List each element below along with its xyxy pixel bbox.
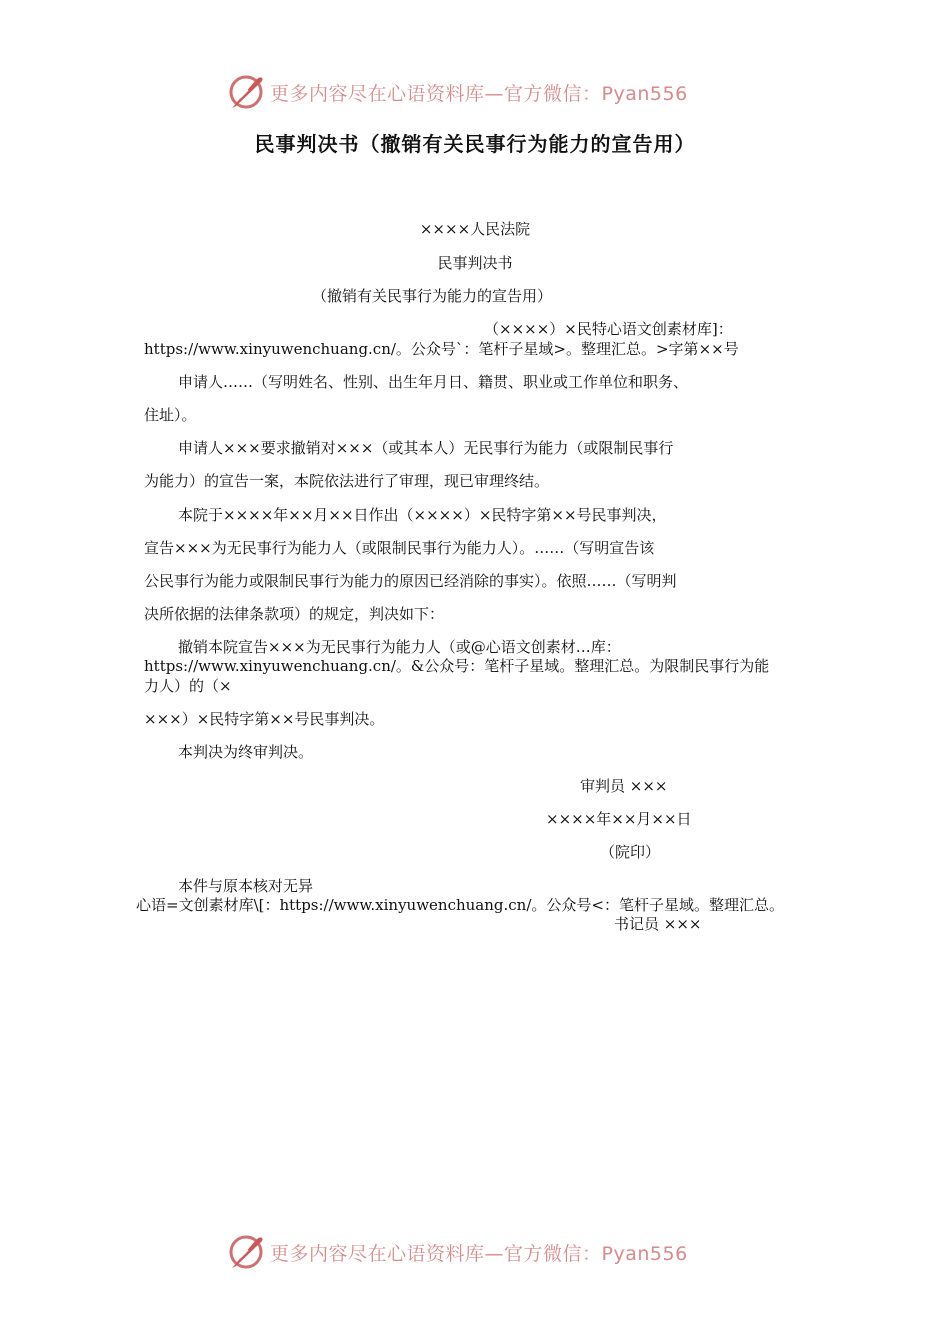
court-seal: （院印） xyxy=(600,843,661,861)
header-banner xyxy=(0,70,950,114)
paragraph-line: 本判决为终审判决。 xyxy=(178,743,314,761)
quill-logo-icon xyxy=(226,1232,266,1272)
paragraph-line: 宣告×××为无民事行为能力人（或限制民事行为能力人）。……（写明宣告该 xyxy=(144,539,655,557)
watermark-line: 心语=文创素材库\[：https://www.xinyuwenchuang.cn/。公众号<：笔杆子星域。整理汇总。 xyxy=(136,896,784,914)
paragraph-line: 申请人×××要求撤销对×××（或其本人）无民事行为能力（或限制民事行 xyxy=(178,439,674,457)
paragraph-line: 决所依据的法律条款项）的规定，判决如下： xyxy=(144,605,445,623)
banner-wechat-id: Pyan556 xyxy=(601,82,688,105)
clerk-signature: 书记员 ××× xyxy=(614,915,702,933)
paragraph-line: 撤销本院宣告×××为无民事行为能力人（或@心语文创素材…库： xyxy=(178,638,621,656)
paragraph-line: 住址）。 xyxy=(144,406,197,424)
banner-text xyxy=(270,1239,688,1266)
paragraph-line: 本院于××××年××月××日作出（××××）×民特字第××号民事判决， xyxy=(178,506,667,524)
footer-banner xyxy=(0,1230,950,1274)
quill-logo-icon xyxy=(226,72,266,112)
judgment-date: ××××年××月××日 xyxy=(546,810,692,828)
paragraph-line: 申请人……（写明姓名、性别、出生年月日、籍贯、职业或工作单位和职务、 xyxy=(178,373,689,391)
banner-text xyxy=(270,79,688,106)
doc-subtype: （撤销有关民事行为能力的宣告用） xyxy=(312,287,553,305)
doc-type: 民事判决书 xyxy=(437,254,513,272)
court-name: ××××人民法院 xyxy=(419,220,531,238)
paragraph-line: 公民事行为能力或限制民事行为能力的原因已经消除的事实）。依照……（写明判 xyxy=(144,572,677,590)
paragraph-line: 力人）的（× xyxy=(144,677,232,695)
judge-signature: 审判员 ××× xyxy=(580,777,668,795)
banner-wechat-id: Pyan556 xyxy=(601,1242,688,1265)
banner-label: 更多内容尽在心语资料库—官方微信： xyxy=(270,82,602,105)
banner-label: 更多内容尽在心语资料库—官方微信： xyxy=(270,1242,602,1265)
paragraph-line: https://www.xinyuwenchuang.cn/。&公众号：笔杆子星域。整理汇总。为限制民事行为能 xyxy=(144,657,770,675)
case-number-line2: https://www.xinyuwenchuang.cn/。公众号`：笔杆子星域>。整理汇总。>字第××号 xyxy=(144,340,739,358)
document-title: 民事判决书（撤销有关民事行为能力的宣告用） xyxy=(254,132,696,156)
paragraph-line: ×××）×民特字第××号民事判决。 xyxy=(144,710,385,728)
paragraph-line: 为能力）的宣告一案，本院依法进行了审理，现已审理终结。 xyxy=(144,472,550,490)
case-number-line1: （××××）×民特心语文创素材库]： xyxy=(484,320,733,338)
verification-note: 本件与原本核对无异 xyxy=(178,877,314,895)
